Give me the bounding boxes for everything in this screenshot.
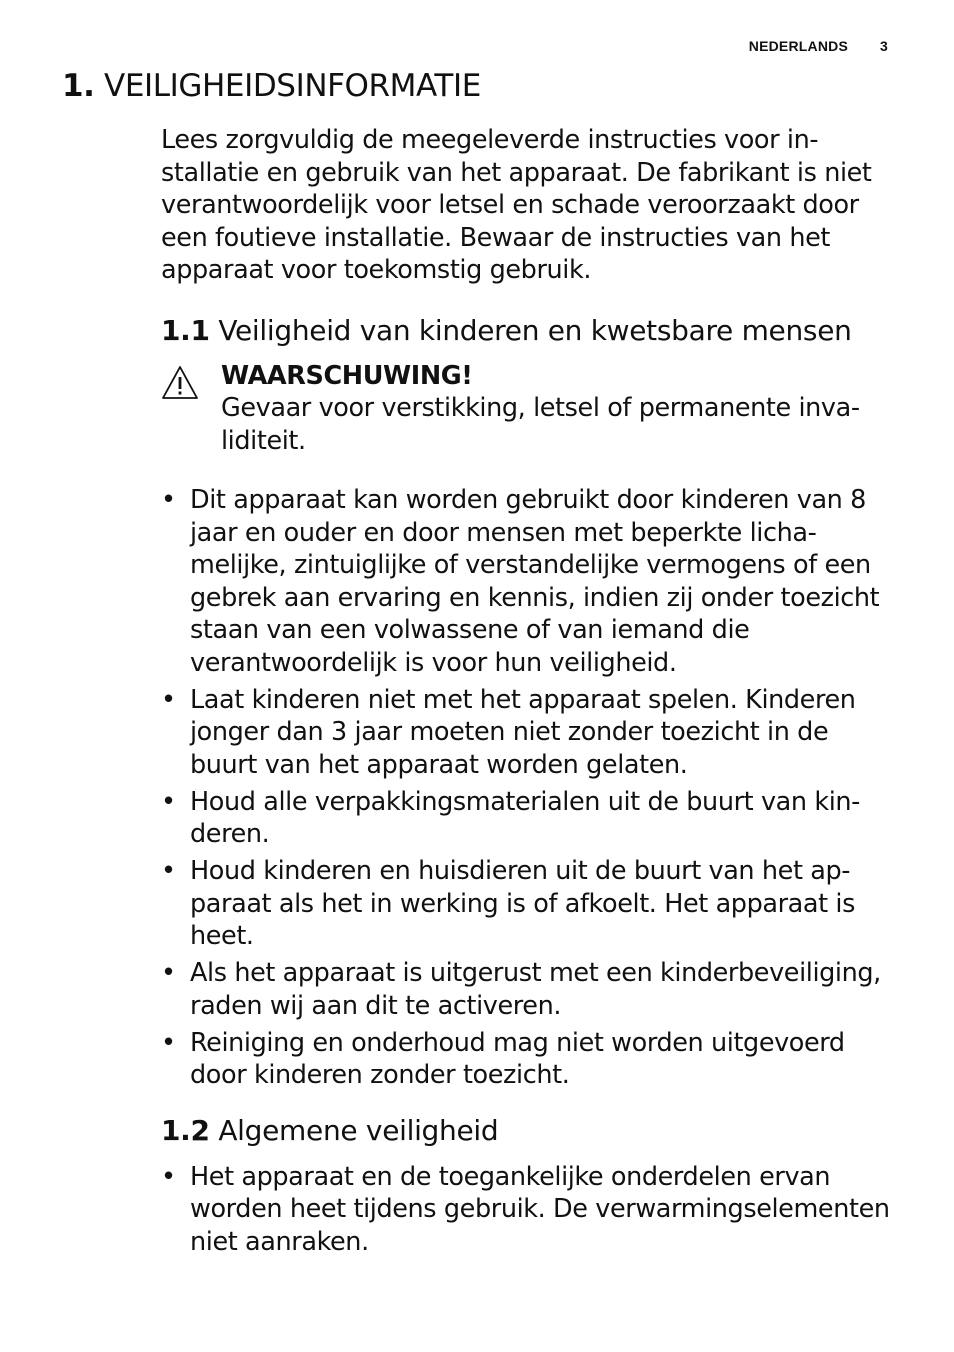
bullet-icon: • — [161, 485, 176, 515]
warning-title: WAARSCHUWING! — [221, 360, 473, 391]
section-title: Veiligheid van kinderen en kwetsbare mensen — [218, 313, 852, 347]
warning-triangle-icon — [161, 360, 221, 458]
intro-paragraph: Lees zorgvuldig de meegeleverde instructies voor installatie en gebruik van het apparaat. De fabrikant is niet verantwoordelijk voor letsel en schade veroorzaakt door een foutieve installatie. Bewaar de instructies van het apparaat voor toekomstig gebruik. — [161, 125, 872, 285]
section-title: Algemene veiligheid — [218, 1113, 499, 1147]
list-item — [161, 855, 901, 953]
chapter-number: 1. — [62, 68, 95, 104]
chapter-title — [62, 68, 481, 104]
warning-text: Gevaar voor verstikking, letsel of permanente invaliditeit. — [221, 393, 861, 456]
main-content — [161, 124, 901, 1263]
list-item-text: Reiniging en onderhoud mag niet worden uitgevoerd door kinderen zonder toezicht. — [190, 1027, 845, 1090]
list-item — [161, 1161, 901, 1259]
warning-block — [161, 360, 901, 458]
bullet-icon: • — [161, 684, 176, 715]
list-item — [161, 684, 901, 782]
section-number: 1.2 — [161, 1113, 210, 1147]
bullet-icon: • — [161, 958, 176, 988]
bullet-icon: • — [161, 786, 176, 817]
section-number: 1.1 — [161, 313, 210, 347]
page-header — [749, 38, 888, 54]
chapter-title-text: VEILIGHEIDSINFORMATIE — [104, 68, 481, 104]
list-item-text: Het apparaat en de toegankelijke onderdelen ervan worden heet tijdens gebruik. De verwarmingselementen niet aanraken. — [190, 1161, 890, 1257]
list-item — [161, 786, 901, 851]
list-item — [161, 484, 901, 679]
list-item — [161, 1027, 901, 1092]
children-safety-list — [161, 484, 901, 1092]
bullet-icon: • — [161, 1027, 176, 1058]
section-heading-1-1 — [161, 314, 901, 347]
list-item-text: Laat kinderen niet met het apparaat spelen. Kinderen jonger dan 3 jaar moeten niet zonder toezicht in de buurt van het apparaat worden gelaten. — [190, 684, 856, 780]
bullet-icon: • — [161, 856, 176, 886]
list-item-text: Dit apparaat kan worden gebruikt door kinderen van 8 jaar en ouder en door mensen met beperkte lichamelijke, zintuiglijke of verstandelijke vermogens of een gebrek aan ervaring en kennis, indien zij onder toezicht staan van een volwassene of van iemand die verantwoordelijk is voor hun veiligheid. — [190, 485, 880, 678]
page-number: 3 — [880, 38, 888, 54]
bullet-icon: • — [161, 1161, 176, 1192]
list-item — [161, 957, 901, 1022]
general-safety-list — [161, 1161, 901, 1259]
list-item-text: Houd alle verpakkingsmaterialen uit de buurt van kinderen. — [190, 786, 861, 849]
list-item-text: Houd kinderen en huisdieren uit de buurt van het apparaat als het in werking is of afkoelt. Het apparaat is heet. — [190, 856, 856, 951]
section-heading-1-2 — [161, 1114, 901, 1147]
header-language: NEDERLANDS — [748, 38, 848, 54]
list-item-text: Als het apparaat is uitgerust met een kinderbeveiliging, raden wij aan dit te activeren. — [190, 958, 881, 1021]
